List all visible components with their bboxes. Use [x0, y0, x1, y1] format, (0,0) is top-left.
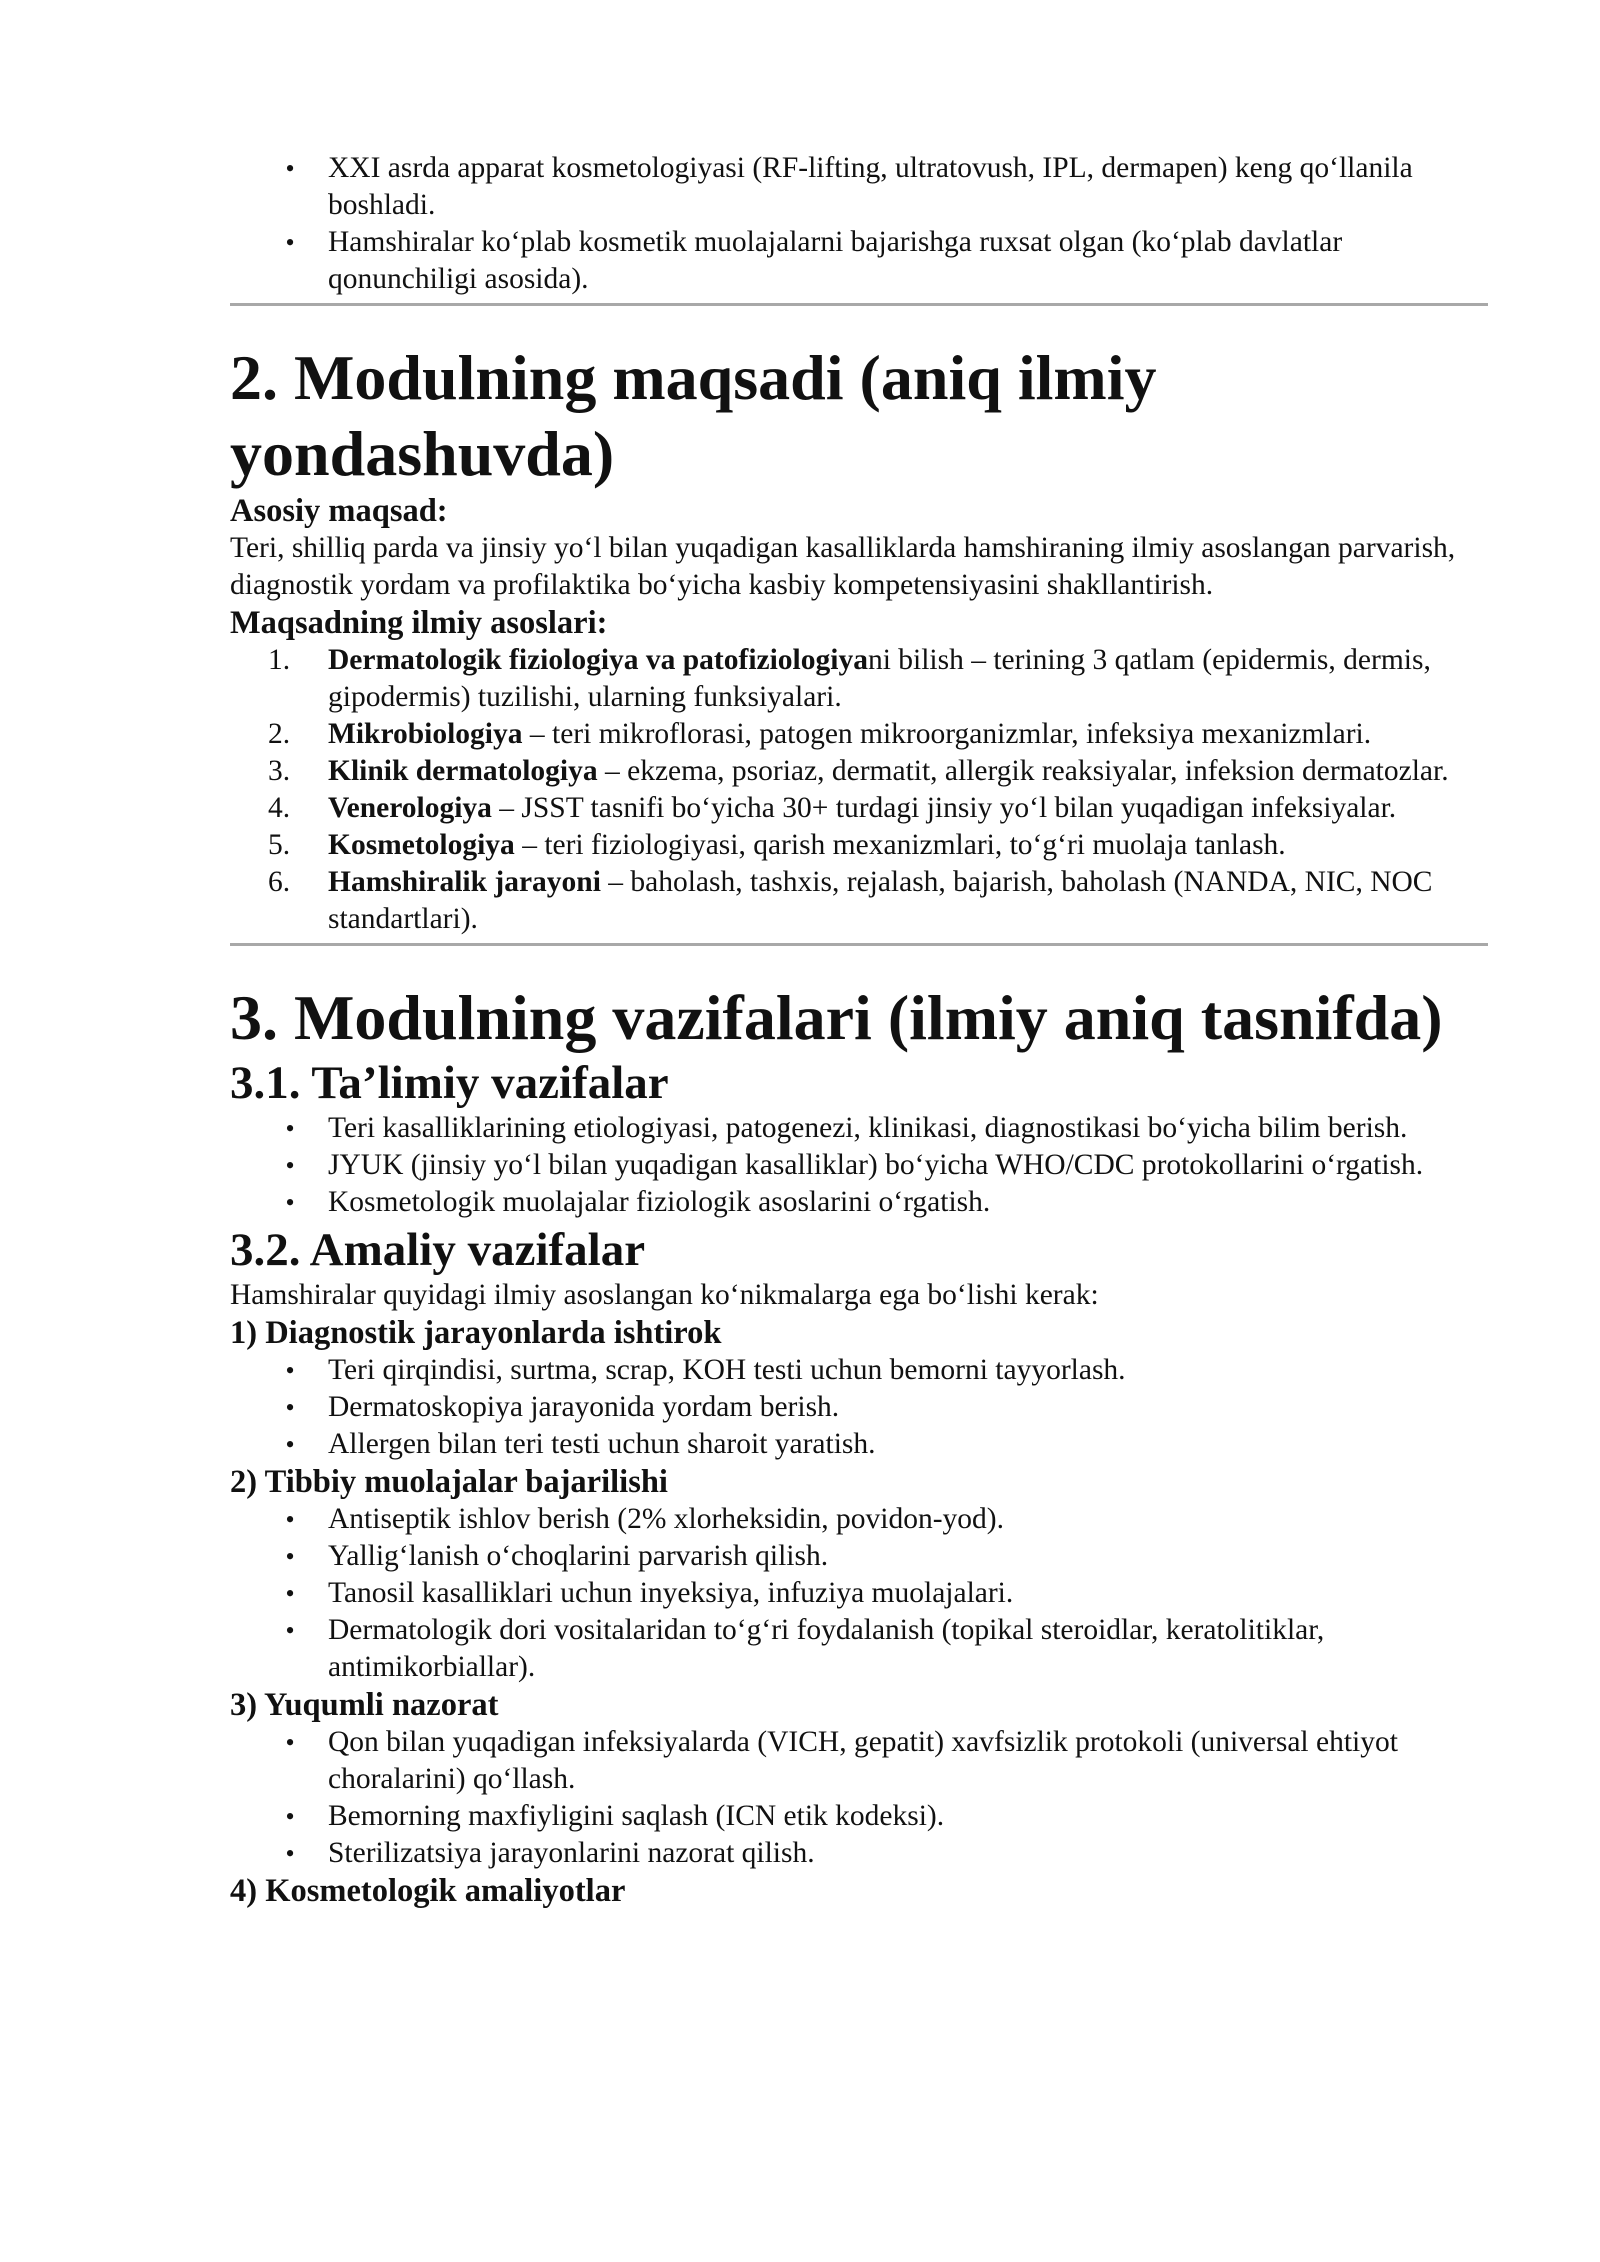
section-3-heading: 3. Modulning vazifalari (ilmiy aniq tasnifda): [230, 982, 1443, 1053]
bullet-icon: •: [285, 1356, 295, 1385]
list-item: [230, 1501, 1488, 1538]
practical-tasks-intro: Hamshiralar quyidagi ilmiy asoslangan ko‘nikmalarga ega bo‘lishi kerak:: [230, 1279, 1099, 1311]
foundations-list: [230, 642, 1488, 938]
bullet-icon: •: [285, 1151, 295, 1180]
group-list-diagnostics: [230, 1352, 1488, 1463]
list-item-text: Hamshiralar ko‘plab kosmetik muolajalarni bajarishga ruxsat olgan (ko‘plab davlatlar qonunchiligi asosida).: [328, 226, 1343, 295]
list-item-text: – baholash, tashxis, rejalash, bajarish, baholash (NANDA, NIC, NOC standartlari).: [328, 866, 1433, 935]
list-item-text: – ekzema, psoriaz, dermatit, allergik reaksiyalar, infeksion dermatozlar.: [597, 755, 1449, 787]
list-item: [230, 1110, 1488, 1147]
list-item: [230, 827, 1488, 864]
list-item-bold-term: Klinik dermatologiya: [328, 755, 598, 787]
group-heading-infection-control: 3) Yuqumli nazorat: [230, 1687, 499, 1723]
bullet-icon: •: [285, 1114, 295, 1143]
foundations-heading: Maqsadning ilmiy asoslari:: [230, 605, 608, 641]
horizontal-divider: [230, 303, 1488, 306]
list-item: [230, 642, 1488, 716]
list-item: [230, 864, 1488, 938]
list-item-text: ni bilish – terining 3 qatlam (epidermis, dermis, gipodermis) tuzilishi, ularning funksiyalari.: [328, 644, 1431, 713]
list-item: [230, 790, 1488, 827]
list-item-text: – JSST tasnifi bo‘yicha 30+ turdagi jinsiy yo‘l bilan yuqadigan infeksiyalar.: [491, 792, 1397, 824]
list-item-text: Tanosil kasalliklari uchun inyeksiya, infuziya muolajalari.: [328, 1577, 1014, 1609]
bullet-icon: •: [285, 1579, 295, 1608]
bullet-icon: •: [285, 154, 295, 183]
list-item-bold-term: Venerologiya: [328, 792, 492, 824]
list-item-text: – teri fiziologiyasi, qarish mexanizmlari, to‘g‘ri muolaja tanlash.: [514, 829, 1286, 861]
list-item-text: Bemorning maxfiyligini saqlash (ICN etik kodeksi).: [328, 1800, 945, 1832]
list-number: 6.: [268, 866, 291, 898]
subsection-3-2-heading: 3.2. Amaliy vazifalar: [230, 1224, 646, 1276]
group-heading-cosmetology: 4) Kosmetologik amaliyotlar: [230, 1873, 626, 1909]
list-item: [230, 1575, 1488, 1612]
list-item: [230, 716, 1488, 753]
bullet-icon: •: [285, 1430, 295, 1459]
main-goal-heading: Asosiy maqsad:: [230, 493, 448, 529]
list-item-text: Dermatoskopiya jarayonida yordam berish.: [328, 1391, 840, 1423]
list-item: [230, 1352, 1488, 1389]
list-item: [230, 1389, 1488, 1426]
list-item-text: Dermatologik dori vositalaridan to‘g‘ri foydalanish (topikal steroidlar, keratolitiklar, antimikorbiallar).: [328, 1614, 1325, 1683]
list-item: [230, 1147, 1488, 1184]
list-item: [230, 1426, 1488, 1463]
list-number: 2.: [268, 718, 291, 750]
list-item: [230, 1724, 1488, 1798]
list-item: [230, 150, 1488, 224]
main-goal-text: Teri, shilliq parda va jinsiy yo‘l bilan yuqadigan kasalliklarda hamshiraning ilmiy asoslangan parvarish, diagnostik yordam va profilaktika bo‘yicha kasbiy kompetensiyasini shakllantirish.: [230, 532, 1456, 601]
list-item-text: JYUK (jinsiy yo‘l bilan yuqadigan kasalliklar) bo‘yicha WHO/CDC protokollarini o‘rgatish.: [328, 1149, 1424, 1181]
list-item-text: Sterilizatsiya jarayonlarini nazorat qilish.: [328, 1837, 815, 1869]
list-item-text: Teri qirqindisi, surtma, scrap, KOH testi uchun bemorni tayyorlash.: [328, 1354, 1126, 1386]
educational-tasks-list: [230, 1110, 1488, 1221]
bullet-icon: •: [285, 1188, 295, 1217]
list-item-text: Allergen bilan teri testi uchun sharoit yaratish.: [328, 1428, 876, 1460]
list-item-text: Antiseptik ishlov berish (2% xlorheksidin, povidon-yod).: [328, 1503, 1004, 1535]
list-item-bold-term: Dermatologik fiziologiya va patofiziologiya: [328, 644, 868, 676]
list-item: [230, 1798, 1488, 1835]
list-item-text: Qon bilan yuqadigan infeksiyalarda (VICH, gepatit) xavfsizlik protokoli (universal ehtiyot choralarini) qo‘llash.: [328, 1726, 1398, 1795]
list-number: 4.: [268, 792, 291, 824]
list-item: [230, 1538, 1488, 1575]
list-item: [230, 1835, 1488, 1872]
bullet-icon: •: [285, 1393, 295, 1422]
group-list-infection-control: [230, 1724, 1488, 1872]
subsection-3-1-heading: 3.1. Ta’limiy vazifalar: [230, 1057, 669, 1109]
bullet-icon: •: [285, 228, 295, 257]
group-heading-diagnostics: 1) Diagnostik jarayonlarda ishtirok: [230, 1315, 722, 1351]
list-item-bold-term: Kosmetologiya: [328, 829, 515, 861]
list-item-text: Teri kasalliklarining etiologiyasi, patogenezi, klinikasi, diagnostikasi bo‘yicha bilim berish.: [328, 1112, 1408, 1144]
bullet-icon: •: [285, 1542, 295, 1571]
group-heading-procedures: 2) Tibbiy muolajalar bajarilishi: [230, 1464, 668, 1500]
bullet-icon: •: [285, 1839, 295, 1868]
horizontal-divider: [230, 943, 1488, 946]
bullet-icon: •: [285, 1802, 295, 1831]
list-item-text: XXI asrda apparat kosmetologiyasi (RF-lifting, ultratovush, IPL, dermapen) keng qo‘llanila boshladi.: [328, 152, 1413, 221]
list-item-text: Yallig‘lanish o‘choqlarini parvarish qilish.: [328, 1540, 829, 1572]
list-number: 1.: [268, 644, 291, 676]
list-item-bold-term: Hamshiralik jarayoni: [328, 866, 601, 898]
section-2-heading: 2. Modulning maqsadi (aniq ilmiy yondashuvda): [230, 342, 1157, 489]
group-list-procedures: [230, 1501, 1488, 1686]
list-item-text: Kosmetologik muolajalar fiziologik asoslarini o‘rgatish.: [328, 1186, 991, 1218]
intro-bullet-list: [230, 150, 1488, 298]
page-content: [230, 150, 1488, 1910]
bullet-icon: •: [285, 1505, 295, 1534]
list-number: 5.: [268, 829, 291, 861]
list-item-text: – teri mikroflorasi, patogen mikroorganizmlar, infeksiya mexanizmlari.: [522, 718, 1372, 750]
bullet-icon: •: [285, 1728, 295, 1757]
bullet-icon: •: [285, 1616, 295, 1645]
list-item: [230, 1184, 1488, 1221]
list-item: [230, 753, 1488, 790]
list-item: [230, 224, 1488, 298]
list-item: [230, 1612, 1488, 1686]
list-item-bold-term: Mikrobiologiya: [328, 718, 523, 750]
list-number: 3.: [268, 755, 291, 787]
